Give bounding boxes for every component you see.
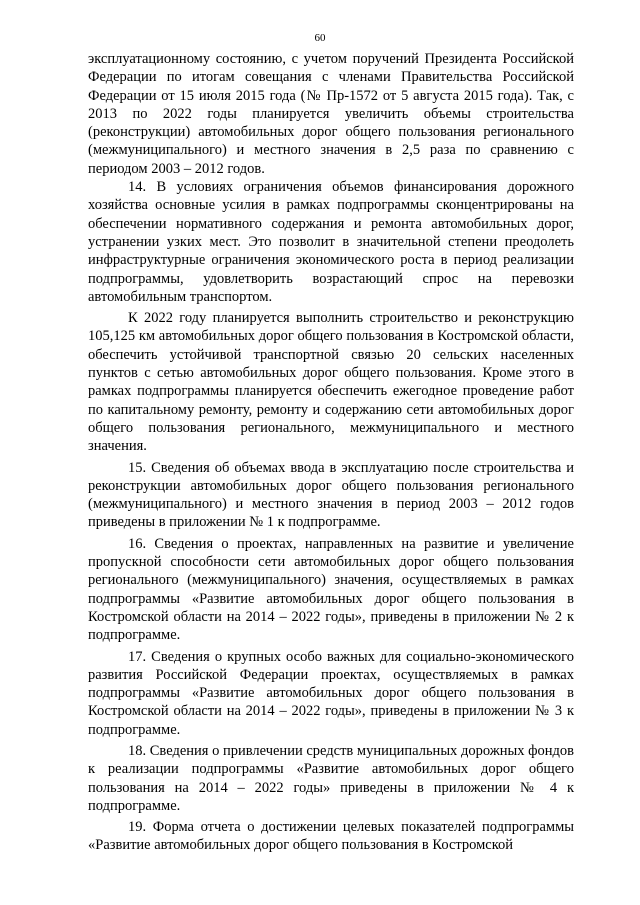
page-number: 60 — [314, 32, 326, 44]
paragraph-17: 17. Сведения о крупных особо важных для социально-экономического развития Российской Федерации проектах, осуществляемых в рамках подпрограммы «Развитие автомобильных дорог общего пользования в Костромской области на 2014 – 2022 годы», приведены в приложении № 3 к подпрограмме. — [88, 648, 574, 738]
paragraph-continuation: эксплуатационному состоянию, с учетом поручений Президента Российской Федерации по итогам совещания с членами Правительства Российской Федерации от 15 июля 2015 года (№ Пр-1572 от 5 августа 2015 года). Так, с 2013 по 2022 годы планируется увеличить объемы строительства (реконструкции) автомобильных дорог общего пользования регионального (межмуниципального) и местного значения в 2,5 раза по сравнению с периодом 2003 – 2012 годов. — [88, 51, 574, 177]
paragraph-14: 14. В условиях ограничения объемов финансирования дорожного хозяйства основные усилия в рамках подпрограммы сконцентрированы на обеспечении нормативного содержания и ремонта автомобильных дорог, устранении узких мест. Это позволит в значительной степени преодолеть инфраструктурные ограничения экономического роста в период реализации подпрограммы, удовлетворить возрастающий спрос на перевозки автомобильным транспортом. — [88, 179, 574, 305]
paragraph-16: 16. Сведения о проектах, направленных на развитие и увеличение пропускной способности сети автомобильных дорог общего пользования регионального (межмуниципального) значения, осуществляемых в рамках подпрограммы «Развитие автомобильных дорог общего пользования в Костромской области на 2014 – 2022 годы», приведены в приложении № 2 к подпрограмме. — [88, 535, 574, 644]
document-body — [88, 50, 574, 855]
paragraph-15: 15. Сведения об объемах ввода в эксплуатацию после строительства и реконструкции автомобильных дорог общего пользования регионального (межмуниципального) и местного значения в период 2003 – 2012 годов приведены в приложении № 1 к подпрограмме. — [88, 459, 574, 531]
paragraph-18: 18. Сведения о привлечении средств муниципальных дорожных фондов к реализации подпрограммы «Развитие автомобильных дорог общего пользования на 2014 – 2022 годы» приведены в приложении № 4 к подпрограмме. — [88, 742, 574, 814]
paragraph-road-construction-plan: К 2022 году планируется выполнить строительство и реконструкцию 105,125 км автомобильных дорог общего пользования в Костромской области, обеспечить устойчивой транспортной связью 20 сельских населенных пунктов с сетью автомобильных дорог общего пользования. Кроме этого в рамках подпрограммы планируется обеспечить ежегодное проведение работ по капитальному ремонту, ремонту и содержанию сети автомобильных дорог общего пользования регионального, межмуниципального и местного значения. — [88, 310, 574, 455]
paragraph-19: 19. Форма отчета о достижении целевых показателей подпрограммы «Развитие автомобильных дорог общего пользования в Костромской — [88, 819, 574, 854]
